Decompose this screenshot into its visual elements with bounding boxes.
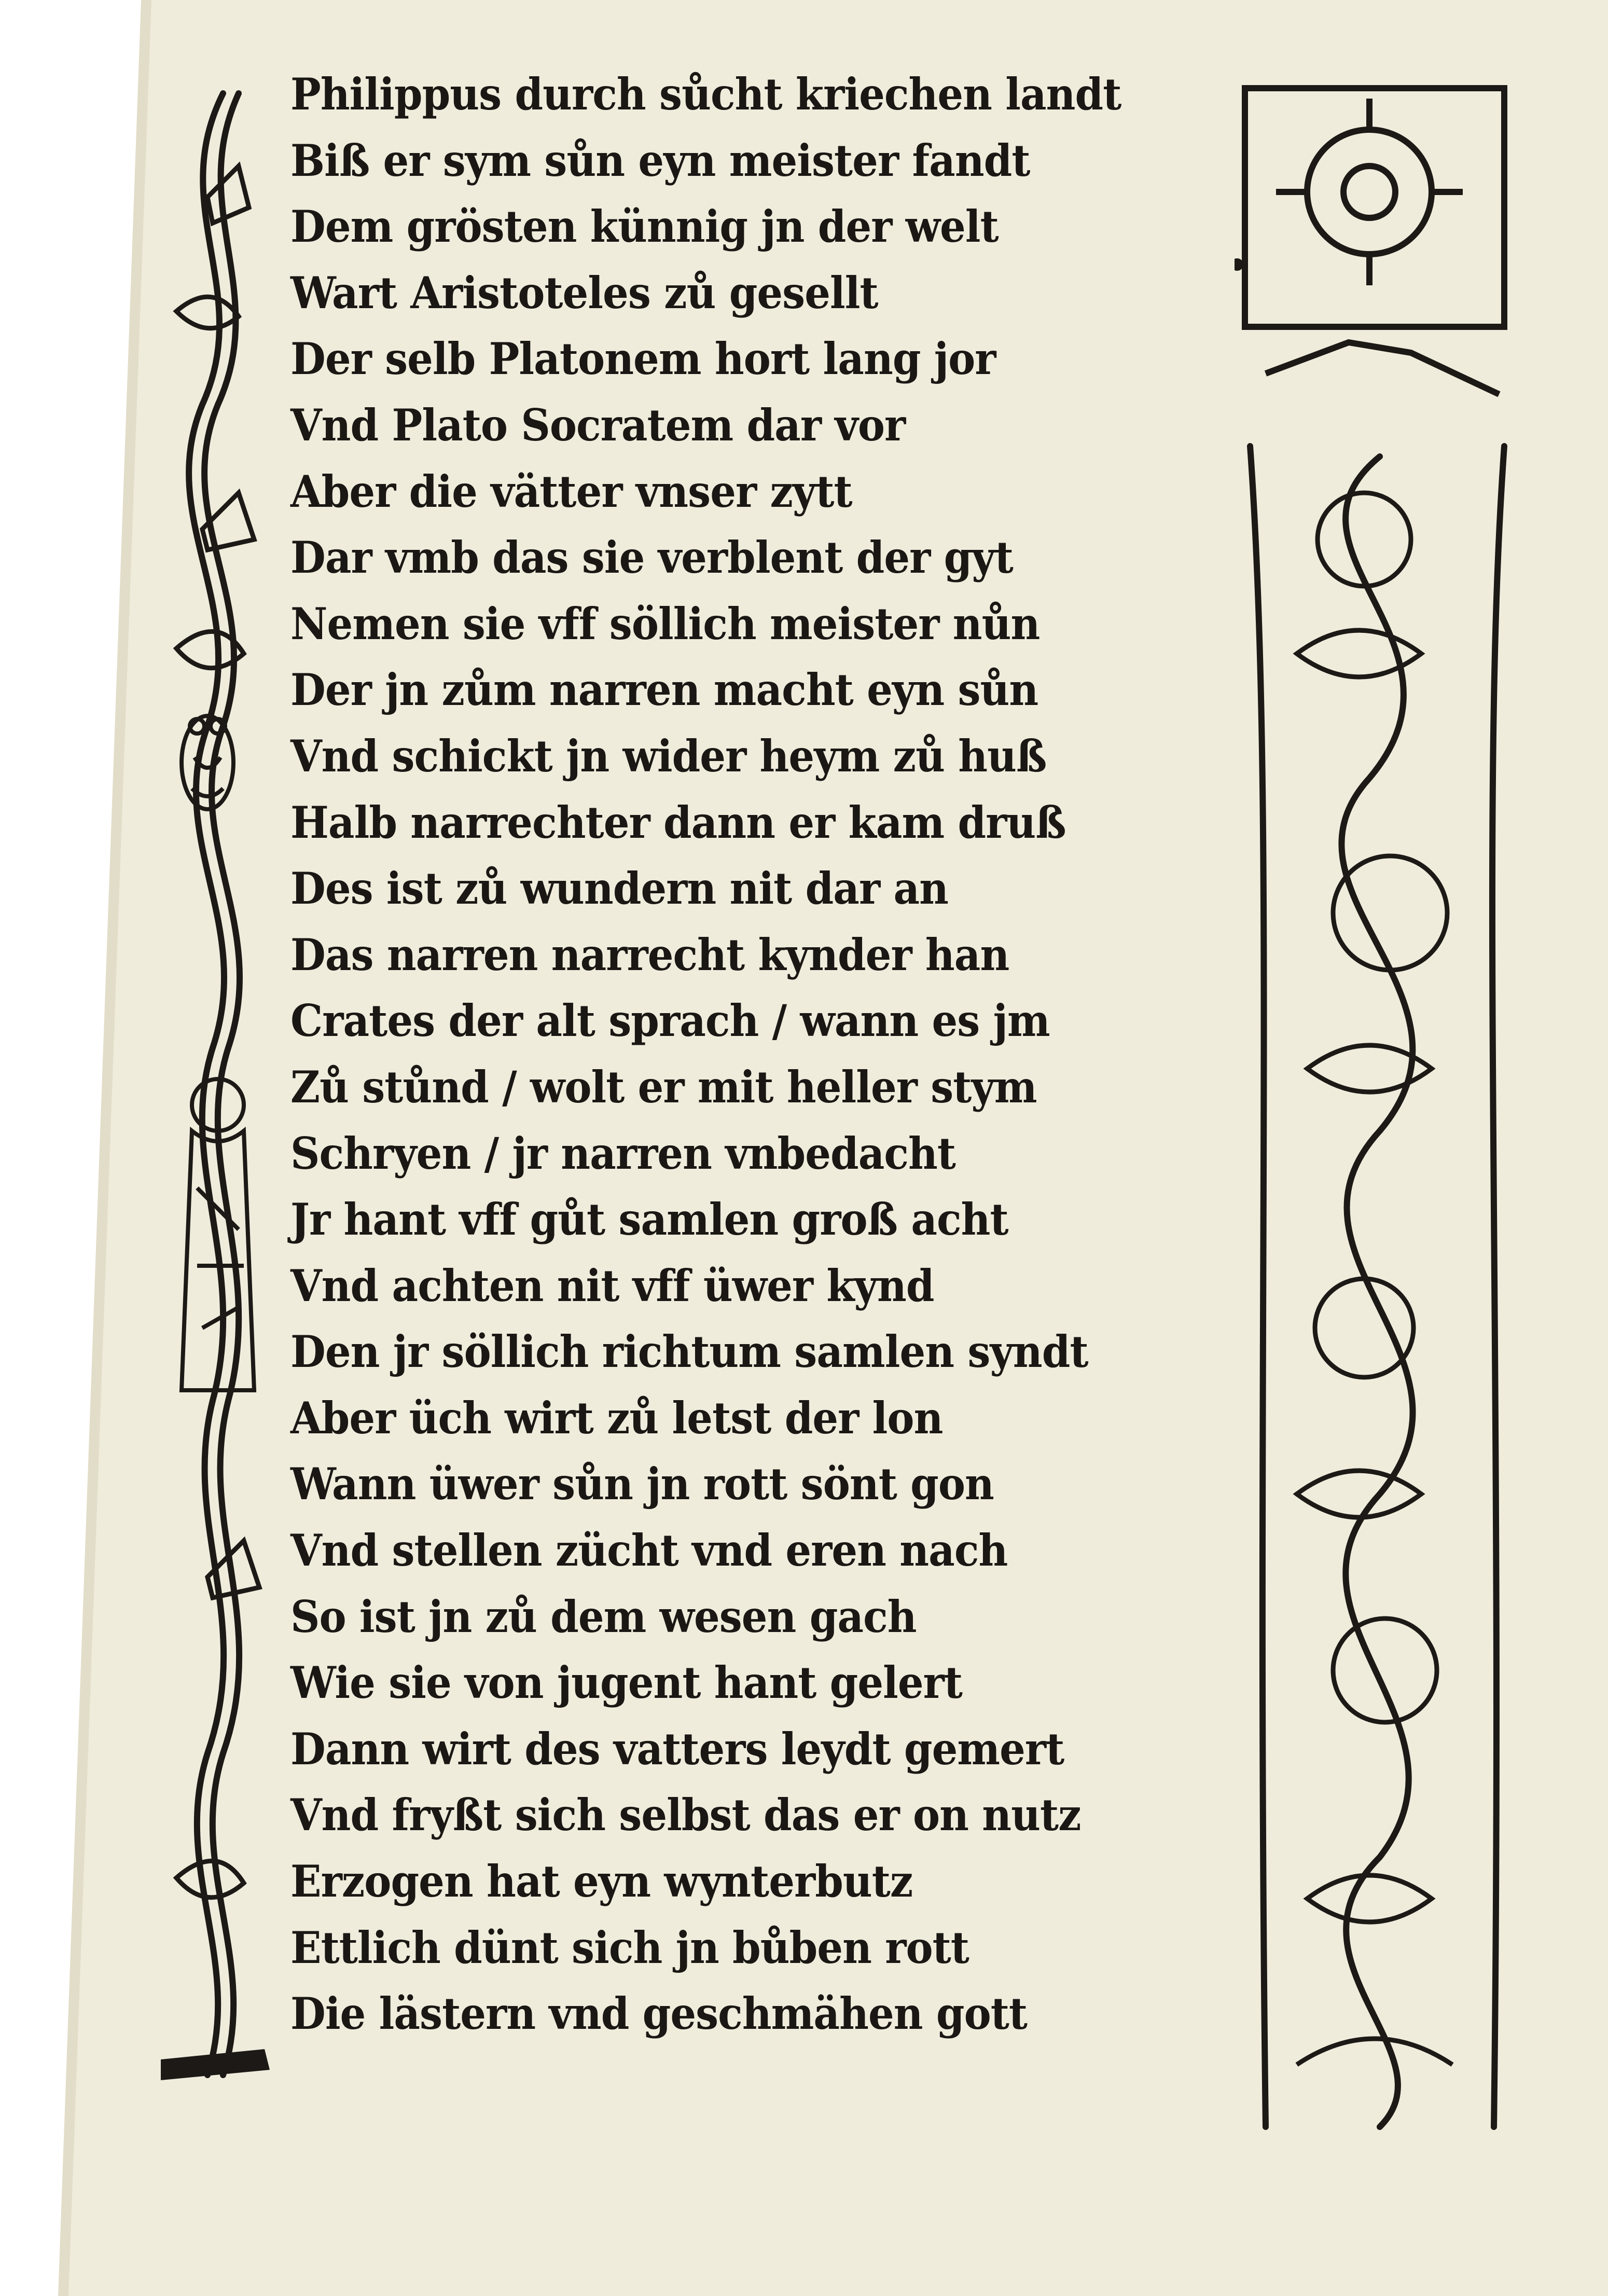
poem-line: Das narren narrecht kynder han — [290, 929, 1009, 980]
poem-line: Ettlich dünt sich jn bůben rott — [290, 1921, 969, 1973]
poem-line: Vnd fryßt sich selbst das er on nutz — [290, 1789, 1081, 1841]
poem-line: Erzogen hat eyn wynterbutz — [290, 1856, 913, 1907]
woodcut-initial-icon — [1245, 88, 1504, 394]
poem-line: Der jn zům narren macht eyn sůn — [290, 664, 1038, 716]
right-foliate-border — [1235, 83, 1525, 2137]
poem-line: Des ist zů wundern nit dar an — [290, 863, 949, 915]
poem-line: Schryen / jr narren vnbedacht — [290, 1127, 956, 1179]
poem-line: Den jr söllich richtum samlen syndt — [290, 1326, 1088, 1378]
poem-line: Aber die vätter vnser zytt — [290, 465, 852, 517]
poem-line: Aber üch wirt zů letst der lon — [290, 1392, 943, 1444]
poem-line: So ist jn zů dem wesen gach — [290, 1590, 917, 1642]
poem-line: Biß er sym sůn eyn meister fandt — [290, 134, 1030, 186]
left-vine-border — [145, 73, 280, 2096]
poem-line: Die lästern vnd geschmähen gott — [290, 1988, 1028, 2040]
poem-line: Der selb Platonem hort lang jor — [290, 333, 996, 385]
poem-line: Wann üwer sůn jn rott sönt gon — [290, 1458, 994, 1510]
poem-line: Dem grösten künnig jn der welt — [290, 201, 999, 253]
poem-line: Crates der alt sprach / wann es jm — [290, 995, 1050, 1047]
poem-line: Jr hant vff gůt samlen groß acht — [290, 1194, 1008, 1246]
poem-line: Wie sie von jugent hant gelert — [290, 1657, 962, 1709]
poem-line: Vnd schickt jn wider heym zů huß — [290, 730, 1047, 782]
poem-line: Zů stůnd / wolt er mit heller stym — [290, 1061, 1037, 1113]
poem-line: Nemen sie vff söllich meister nůn — [290, 598, 1040, 649]
poem-line: Vnd stellen zücht vnd eren nach — [290, 1525, 1008, 1576]
poem-line: Vnd Plato Socratem dar vor — [290, 399, 906, 451]
poem-line: Wart Aristoteles zů gesellt — [290, 267, 878, 319]
poem-text — [290, 61, 1172, 2047]
poem-line: Vnd achten nit vff üwer kynd — [290, 1260, 934, 1311]
poem-line: Halb narrechter dann er kam druß — [290, 796, 1066, 848]
poem-line: Dann wirt des vatters leydt gemert — [290, 1723, 1064, 1775]
poem-line: Dar vmb das sie verblent der gyt — [290, 532, 1013, 584]
poem-line: Philippus durch sůcht kriechen landt — [290, 68, 1121, 120]
